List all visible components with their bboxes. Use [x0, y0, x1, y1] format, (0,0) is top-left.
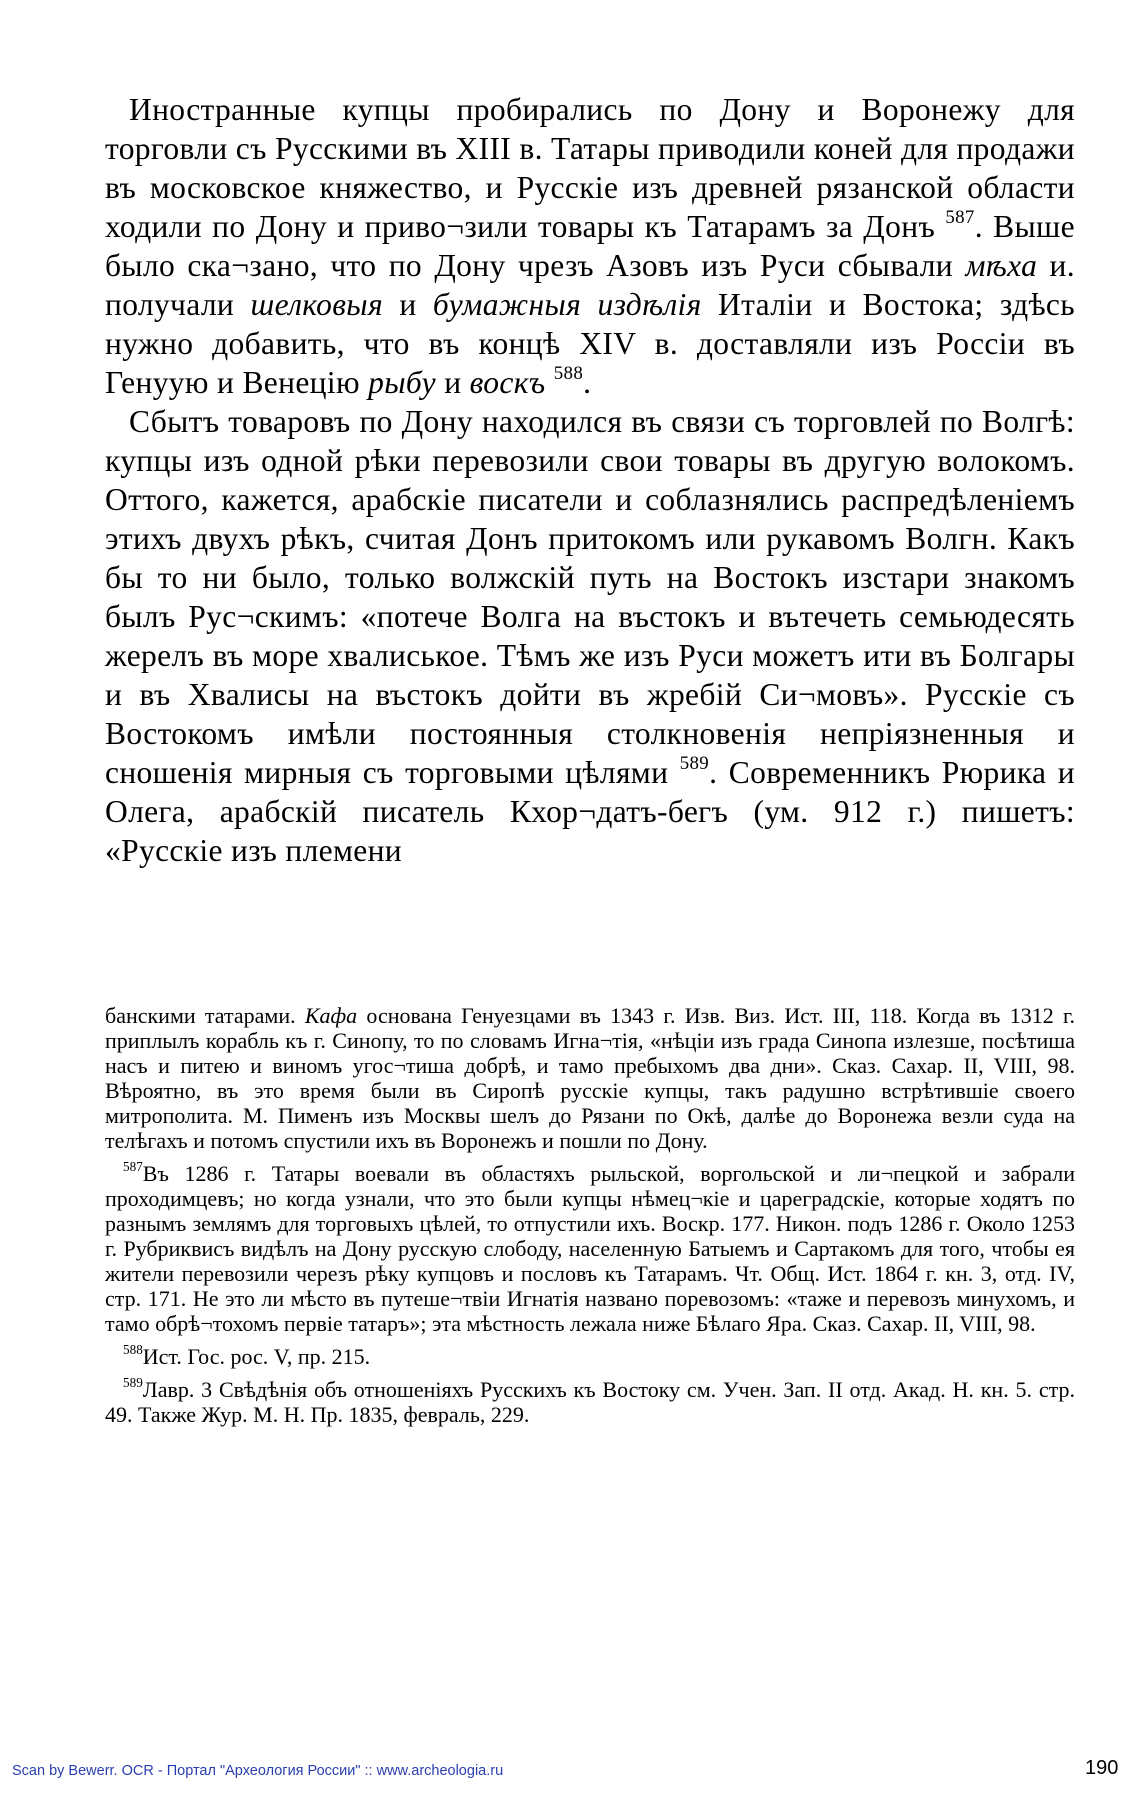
footnote-ref: 587 — [945, 206, 975, 228]
footnote-paragraph — [105, 1374, 1075, 1427]
footnote-paragraph — [105, 1341, 1075, 1369]
italic-term: мѣха — [965, 248, 1038, 283]
text-run: Италіи и Востока; здѣсь нужно добавить, что въ концѣ XIV в. доставляли изъ Россіи въ Генуую и Венецію — [105, 287, 1075, 400]
text-run: Лавр. 3 Свѣдѣнія объ отношеніяхъ Русскихъ къ Востоку см. Учен. Зап. II отд. Акад. Н. кн. 5. стр. 49. Также Жур. М. Н. Пр. 1835, февраль, 229. — [105, 1377, 1075, 1427]
footnote-paragraph — [105, 1003, 1075, 1153]
text-run: . Выше было ска¬зано, что по Дону чрезъ Азовъ изъ Руси сбывали — [105, 209, 1075, 283]
footnote-ref: 588 — [123, 1341, 143, 1357]
footnotes — [105, 1003, 1075, 1431]
scan-credit: Scan by Bewerr. OCR - Портал "Археология России" :: www.archeologia.ru — [12, 1763, 504, 1779]
text-run: и — [436, 365, 470, 400]
italic-term: шелковыя — [250, 287, 383, 322]
footnote-ref: 589 — [123, 1374, 143, 1390]
text-run: основана Генуезцами въ 1343 г. Изв. Виз. Ист. III, 118. Когда въ 1312 г. приплылъ корабль къ г. Синопу, то по словамъ Игна¬тія, «нѣціи изъ града Синопа излезше, посѣтиша насъ и питею и виномъ угос¬тиша добрѣ, и тамо пребыхомъ два дни». Сказ. Сахар. II, VIII, 98. Вѣроятно, въ это время были въ Сиропѣ русскіе купцы, такъ радушно встрѣтившіе своего митрополита. М. Пименъ изъ Москвы шелъ до Рязани по Окѣ, далѣе до Воронежа везли суда на телѣгахъ и потомъ спустили ихъ въ Воронежъ и пошли по Дону. — [105, 1003, 1076, 1153]
text-run: и — [382, 287, 433, 322]
main-paragraph — [105, 402, 1075, 870]
text-run: Въ 1286 г. Татары воевали въ областяхъ рыльской, воргольской и ли¬пецкой и забрали проходимцевъ; но когда узнали, что это были купцы нѣмец¬кіе и цареградскіе, которые ходятъ по разнымъ землямъ для торговыхъ цѣлей, то отпустили ихъ. Воскр. 177. Никон. подъ 1286 г. Около 1253 г. Рубриквисъ видѣлъ на Дону русскую слободу, населенную Батыемъ и Сартакомъ для того, чтобы ея жители перевозили черезъ рѣку купцовъ и пословъ къ Татарамъ. Чт. Общ. Ист. 1864 г. кн. 3, отд. IV, стр. 171. Не это ли мѣсто въ путеше¬твіи Игнатія названо поревозомъ: «таже и перевозъ минухомъ, и тамо обрѣ¬тохомъ первіе татаръ»; эта мѣстность лежала ниже Бѣлаго Яра. Сказ. Сахар. II, VIII, 98. — [105, 1161, 1075, 1336]
footnote-paragraph — [105, 1158, 1075, 1336]
italic-term: рыбу — [368, 365, 436, 400]
text-run: . — [583, 365, 592, 400]
main-text — [105, 90, 1075, 870]
page-number: 190 — [1085, 1757, 1119, 1779]
footnote-ref: 587 — [123, 1158, 143, 1174]
text-run: и. получали — [105, 248, 1075, 322]
text-run — [546, 365, 554, 400]
text-run: Ист. Гос. рос. V, пр. 215. — [142, 1344, 371, 1369]
text-run: . Современникъ Рюрика и Олега, арабскій писатель Кхор¬датъ-бегъ (ум. 912 г.) пишетъ: «Русскіе изъ племени — [105, 755, 1075, 868]
italic-term: бумажныя издѣлія — [432, 287, 702, 322]
main-paragraph — [105, 90, 1075, 402]
footnote-ref: 589 — [679, 752, 710, 774]
text-run: банскими татарами. — [105, 1003, 305, 1028]
italic-term: воскъ — [469, 365, 546, 400]
italic-term: Кафа — [304, 1003, 358, 1028]
text-run: Сбытъ товаровъ по Дону находился въ связи съ торговлей по Волгѣ: купцы изъ одной рѣки перевозили свои товары въ другую волокомъ. Оттого, кажется, арабскіе писатели и соблазнялись распредѣленіемъ этихъ двухъ рѣкъ, считая Донъ притокомъ или рукавомъ Волгн. Какъ бы то ни было, только волжскій путь на Востокъ изстари знакомъ былъ Рус¬скимъ: «потече Волга на въстокъ и вътечеть семьюдесять жерелъ въ море хвалиськое. Тѣмъ же изъ Руси можетъ ити въ Болгары и въ Хвалисы на въстокъ дойти въ жребій Си¬мовъ». Русскіе съ Востокомъ имѣли постоянныя столкновенія непріязненныя и сношенія мирныя съ торговыми цѣлями — [105, 404, 1075, 790]
footnote-ref: 588 — [553, 362, 584, 384]
text-run: Иностранные купцы пробирались по Дону и Воронежу для торговли съ Русскими въ XIII в. Татары приводили коней для продажи въ московское княжество, и Русскіе изъ древней рязанской области ходили по Дону и приво¬зили товары къ Татарамъ за Донъ — [105, 92, 1075, 244]
